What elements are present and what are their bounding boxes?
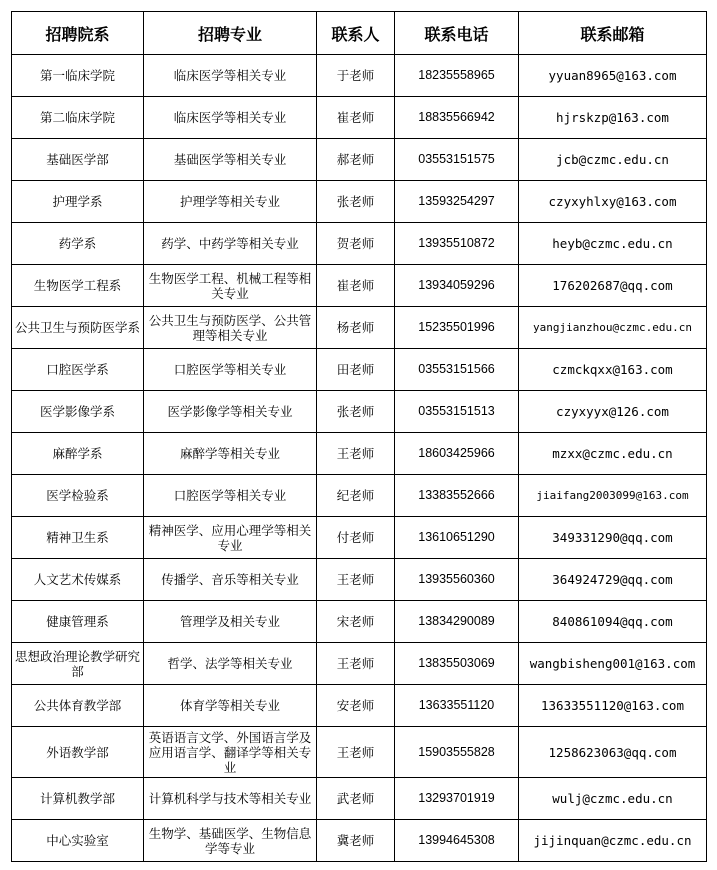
email-cell: jijinquan@czmc.edu.cn	[519, 820, 707, 862]
major-cell: 护理学等相关专业	[144, 181, 317, 223]
major-cell: 口腔医学等相关专业	[144, 475, 317, 517]
phone-cell: 13934059296	[395, 265, 519, 307]
contact-cell: 王老师	[317, 433, 395, 475]
contact-cell: 王老师	[317, 559, 395, 601]
email-cell: 1258623063@qq.com	[519, 727, 707, 778]
major-cell: 生物医学工程、机械工程等相关专业	[144, 265, 317, 307]
email-cell: 364924729@qq.com	[519, 559, 707, 601]
major-cell: 管理学及相关专业	[144, 601, 317, 643]
header-dept: 招聘院系	[12, 12, 144, 55]
major-cell: 基础医学等相关专业	[144, 139, 317, 181]
email-cell: heyb@czmc.edu.cn	[519, 223, 707, 265]
email-cell: mzxx@czmc.edu.cn	[519, 433, 707, 475]
email-cell: wulj@czmc.edu.cn	[519, 778, 707, 820]
header-major: 招聘专业	[144, 12, 317, 55]
table-row	[12, 433, 707, 475]
dept-cell: 人文艺术传媒系	[12, 559, 144, 601]
table-row	[12, 181, 707, 223]
major-cell: 口腔医学等相关专业	[144, 349, 317, 391]
major-cell: 计算机科学与技术等相关专业	[144, 778, 317, 820]
contact-cell: 宋老师	[317, 601, 395, 643]
email-cell: yyuan8965@163.com	[519, 55, 707, 97]
contact-cell: 冀老师	[317, 820, 395, 862]
phone-cell: 13610651290	[395, 517, 519, 559]
contact-cell: 张老师	[317, 391, 395, 433]
major-cell: 公共卫生与预防医学、公共管理等相关专业	[144, 307, 317, 349]
header-contact: 联系人	[317, 12, 395, 55]
table-row	[12, 391, 707, 433]
contact-cell: 崔老师	[317, 265, 395, 307]
phone-cell: 13994645308	[395, 820, 519, 862]
contact-cell: 张老师	[317, 181, 395, 223]
table-row	[12, 265, 707, 307]
phone-cell: 13935510872	[395, 223, 519, 265]
dept-cell: 口腔医学系	[12, 349, 144, 391]
table-row	[12, 475, 707, 517]
phone-cell: 15235501996	[395, 307, 519, 349]
contact-cell: 王老师	[317, 727, 395, 778]
major-cell: 生物学、基础医学、生物信息学等专业	[144, 820, 317, 862]
phone-cell: 03553151513	[395, 391, 519, 433]
table-row	[12, 778, 707, 820]
phone-cell: 13293701919	[395, 778, 519, 820]
major-cell: 药学、中药学等相关专业	[144, 223, 317, 265]
email-cell: 349331290@qq.com	[519, 517, 707, 559]
phone-cell: 18235558965	[395, 55, 519, 97]
table-row	[12, 307, 707, 349]
email-cell: jcb@czmc.edu.cn	[519, 139, 707, 181]
header-row	[12, 12, 707, 55]
table-row	[12, 139, 707, 181]
phone-cell: 13835503069	[395, 643, 519, 685]
dept-cell: 思想政治理论教学研究部	[12, 643, 144, 685]
email-cell: czyxyyx@126.com	[519, 391, 707, 433]
contact-cell: 武老师	[317, 778, 395, 820]
email-cell: czyxyhlxy@163.com	[519, 181, 707, 223]
table-row	[12, 643, 707, 685]
major-cell: 体育学等相关专业	[144, 685, 317, 727]
phone-cell: 03553151575	[395, 139, 519, 181]
major-cell: 英语语言文学、外国语言学及应用语言学、翻译学等相关专业	[144, 727, 317, 778]
contact-cell: 王老师	[317, 643, 395, 685]
dept-cell: 中心实验室	[12, 820, 144, 862]
dept-cell: 医学检验系	[12, 475, 144, 517]
table-row	[12, 559, 707, 601]
table-row	[12, 55, 707, 97]
phone-cell: 13633551120	[395, 685, 519, 727]
contact-cell: 郝老师	[317, 139, 395, 181]
contact-cell: 田老师	[317, 349, 395, 391]
table-row	[12, 349, 707, 391]
email-cell: 840861094@qq.com	[519, 601, 707, 643]
recruitment-table	[11, 11, 707, 862]
phone-cell: 13593254297	[395, 181, 519, 223]
major-cell: 医学影像学等相关专业	[144, 391, 317, 433]
phone-cell: 03553151566	[395, 349, 519, 391]
email-cell: hjrskzp@163.com	[519, 97, 707, 139]
email-cell: 13633551120@163.com	[519, 685, 707, 727]
dept-cell: 精神卫生系	[12, 517, 144, 559]
dept-cell: 公共体育教学部	[12, 685, 144, 727]
contact-cell: 安老师	[317, 685, 395, 727]
major-cell: 麻醉学等相关专业	[144, 433, 317, 475]
dept-cell: 第二临床学院	[12, 97, 144, 139]
contact-cell: 杨老师	[317, 307, 395, 349]
dept-cell: 医学影像学系	[12, 391, 144, 433]
header-email: 联系邮箱	[519, 12, 707, 55]
major-cell: 哲学、法学等相关专业	[144, 643, 317, 685]
phone-cell: 13834290089	[395, 601, 519, 643]
phone-cell: 18603425966	[395, 433, 519, 475]
table-row	[12, 727, 707, 778]
dept-cell: 护理学系	[12, 181, 144, 223]
dept-cell: 药学系	[12, 223, 144, 265]
dept-cell: 健康管理系	[12, 601, 144, 643]
contact-cell: 付老师	[317, 517, 395, 559]
phone-cell: 13383552666	[395, 475, 519, 517]
table-body	[12, 55, 707, 862]
table-row	[12, 820, 707, 862]
phone-cell: 18835566942	[395, 97, 519, 139]
major-cell: 临床医学等相关专业	[144, 97, 317, 139]
contact-cell: 贺老师	[317, 223, 395, 265]
dept-cell: 计算机教学部	[12, 778, 144, 820]
table-row	[12, 223, 707, 265]
table-row	[12, 517, 707, 559]
dept-cell: 生物医学工程系	[12, 265, 144, 307]
dept-cell: 公共卫生与预防医学系	[12, 307, 144, 349]
dept-cell: 基础医学部	[12, 139, 144, 181]
dept-cell: 第一临床学院	[12, 55, 144, 97]
dept-cell: 外语教学部	[12, 727, 144, 778]
email-cell: 176202687@qq.com	[519, 265, 707, 307]
email-cell: yangjianzhou@czmc.edu.cn	[519, 307, 707, 349]
major-cell: 传播学、音乐等相关专业	[144, 559, 317, 601]
major-cell: 精神医学、应用心理学等相关专业	[144, 517, 317, 559]
contact-cell: 纪老师	[317, 475, 395, 517]
dept-cell: 麻醉学系	[12, 433, 144, 475]
email-cell: jiaifang2003099@163.com	[519, 475, 707, 517]
contact-cell: 于老师	[317, 55, 395, 97]
phone-cell: 13935560360	[395, 559, 519, 601]
table-row	[12, 601, 707, 643]
email-cell: czmckqxx@163.com	[519, 349, 707, 391]
phone-cell: 15903555828	[395, 727, 519, 778]
table-row	[12, 685, 707, 727]
contact-cell: 崔老师	[317, 97, 395, 139]
email-cell: wangbisheng001@163.com	[519, 643, 707, 685]
header-phone: 联系电话	[395, 12, 519, 55]
table-row	[12, 97, 707, 139]
major-cell: 临床医学等相关专业	[144, 55, 317, 97]
